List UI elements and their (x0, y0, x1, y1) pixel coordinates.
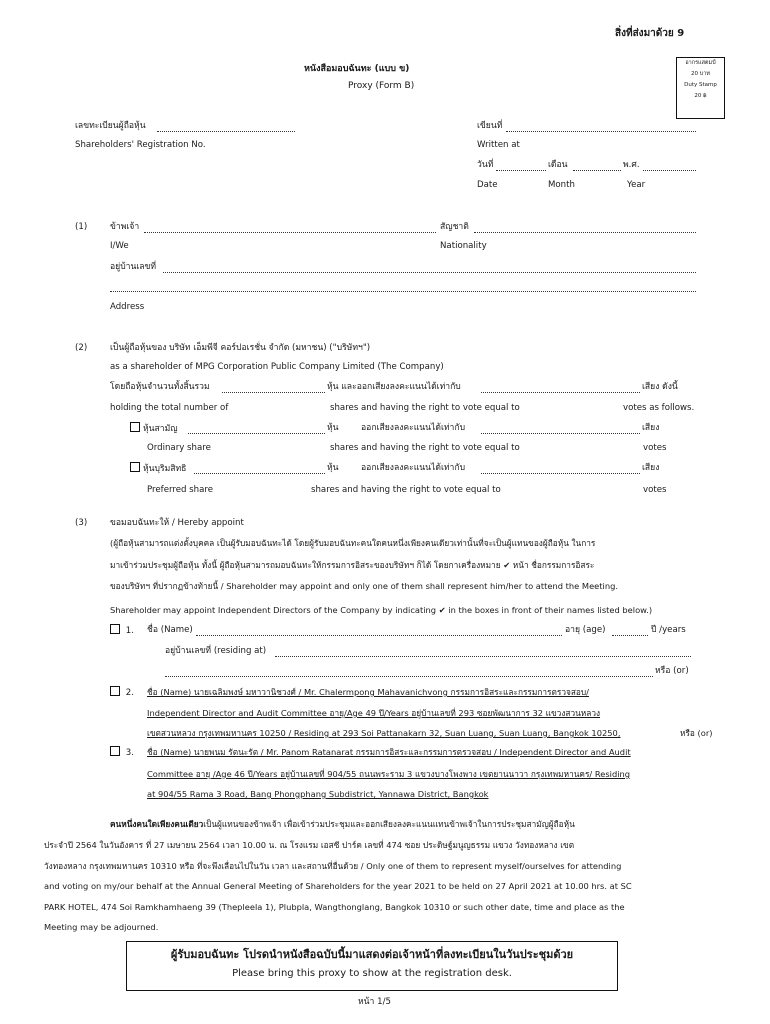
reg-no-label-en: Shareholders' Registration No. (75, 140, 206, 150)
proxy-1-checkbox[interactable] (110, 624, 120, 634)
preferred-share-row (130, 462, 186, 475)
written-at-field[interactable] (506, 120, 696, 132)
preferred-shares-field[interactable] (194, 462, 325, 474)
hereby-appoint: ขอมอบฉันทะให้ / Hereby appoint (110, 518, 244, 528)
month-field[interactable] (573, 159, 621, 171)
total-shares-field[interactable] (222, 381, 325, 393)
total-end-th: เสียง ดังนี้ (642, 382, 678, 392)
option-2-or: หรือ (or) (680, 728, 713, 738)
option-1-age-label: อายุ (age) (565, 625, 606, 635)
option-2-line-3: เขตสวนหลวง กรุงเทพมหานคร 10250 / Residing at 293 Soi Pattanakarn 32, Suan Luang, Suan Luang, Bangkok 10250, (147, 728, 621, 738)
ordinary-votes-unit-en: votes (643, 443, 667, 453)
ordinary-share-row (130, 422, 178, 435)
total-end-en: votes as follows. (623, 403, 695, 413)
ordinary-label-en: Ordinary share (147, 443, 211, 453)
agm-line-1-bold: คนหนึ่งคนใดเพียงคนเดียว (110, 819, 204, 829)
shareholder-of-en: as a shareholder of MPG Corporation Public Company Limited (The Company) (110, 362, 444, 372)
agm-line-2: ประจำปี 2564 ในวันอังคาร ที่ 27 เมษายน 2564 เวลา 10.00 น. ณ โรงแรม เอสซี ปาร์ค เลขที่ 474 ซอย ประดิษฐ์มนูญธรรม แขวง วังทองหลาง เขต (44, 840, 575, 850)
nationality-label-th: สัญชาติ (440, 222, 469, 232)
proxy-option-1 (110, 624, 134, 637)
written-at-label-th: เขียนที่ (477, 121, 503, 131)
instruction-line-3: ของบริษัทฯ ที่ปรากฏข้างท้ายนี้ / Shareholder may appoint and only one of them shall represent him/her to attend the Meeting. (110, 581, 619, 591)
attachment-label: สิ่งที่ส่งมาด้วย 9 (615, 28, 685, 39)
address-field-2[interactable] (110, 280, 696, 292)
name-field[interactable] (144, 221, 436, 233)
shareholder-of-th: เป็นผู้ถือหุ้นของ บริษัท เอ็มพีจี คอร์ปอเรชั่น จำกัด (มหาชน) ("บริษัทฯ") (110, 343, 371, 353)
option-1-age-field[interactable] (612, 624, 648, 636)
agm-line-6: Meeting may be adjourned. (44, 922, 159, 932)
preferred-votes-unit-en: votes (643, 485, 667, 495)
total-votes-label-en: shares and having the right to vote equal to (330, 403, 520, 413)
total-votes-label-th: หุ้น และออกเสียงลงคะแนนได้เท่ากับ (327, 382, 461, 392)
i-we-label-en: I/We (110, 241, 129, 251)
option-2-line-2: Independent Director and Audit Committee อายุ/Age 49 ปี/Years อยู่บ้านเลขที่ 293 ซอยพัฒนาการ 32 แขวงสวนหลวง (147, 708, 601, 718)
proxy-2-checkbox[interactable] (110, 686, 120, 696)
option-1-years-label: ปี /years (651, 625, 686, 635)
date-label-th: วันที่ (477, 160, 494, 170)
proxy-option-3 (110, 746, 134, 759)
stamp-line: 20 บาท (691, 71, 710, 77)
date-field[interactable] (496, 159, 546, 171)
total-votes-field[interactable] (481, 381, 640, 393)
written-at-label-en: Written at (477, 140, 520, 150)
option-1-number: 1. (125, 626, 134, 636)
preferred-votes-field[interactable] (481, 462, 640, 474)
stamp-line: Duty Stamp (684, 82, 717, 88)
preferred-label-th: หุ้นบุริมสิทธิ (143, 464, 187, 474)
reg-no-field[interactable] (157, 120, 295, 132)
section-2-number: (2) (75, 343, 88, 353)
preferred-share-checkbox[interactable] (130, 462, 140, 472)
title-en: Proxy (Form B) (348, 81, 415, 91)
proxy-option-2 (110, 686, 134, 699)
preferred-shares-unit-th: หุ้น (327, 463, 339, 473)
option-1-name-label: ชื่อ (Name) (147, 625, 193, 635)
preferred-votes-unit-th: เสียง (642, 463, 660, 473)
duty-stamp-box (676, 57, 725, 119)
preferred-label-en: Preferred share (147, 485, 213, 495)
option-1-address-label: อยู่บ้านเลขที่ (residing at) (165, 646, 267, 656)
option-2-number: 2. (125, 688, 134, 698)
option-3-line-1: ชื่อ (Name) นายพนม รัตนะรัต / Mr. Panom Ratanarat กรรมการอิสระและกรรมการตรวจสอบ / Independent Director and Audit (147, 747, 631, 757)
option-1-address-field-2[interactable] (165, 665, 653, 677)
stamp-line: อากรแสตมป์ (685, 60, 716, 66)
ordinary-shares-field[interactable] (188, 422, 325, 434)
agm-line-5: PARK HOTEL, 474 Soi Ramkhamhaeng 39 (Thepleela 1), Plubpla, Wangthonglang, Bangkok 10310 or such other date, time and place as the (44, 902, 625, 912)
total-shares-label-en: holding the total number of (110, 403, 229, 413)
nationality-field[interactable] (474, 221, 696, 233)
preferred-vote-label-th: ออกเสียงลงคะแนนได้เท่ากับ (361, 463, 466, 473)
option-1-or: หรือ (or) (655, 666, 689, 676)
month-label-th: เดือน (548, 160, 568, 170)
nationality-label-en: Nationality (440, 241, 487, 251)
ordinary-mid-en: shares and having the right to vote equal to (330, 443, 520, 453)
address-field-1[interactable] (163, 261, 696, 273)
registration-notice-box (126, 941, 618, 991)
preferred-mid-en: shares and having the right to vote equal to (311, 485, 501, 495)
option-1-name-field[interactable] (196, 624, 562, 636)
proxy-3-checkbox[interactable] (110, 746, 120, 756)
agm-line-4: and voting on my/our behalf at the Annual General Meeting of Shareholders for the year 2021 to be held on 27 April 2021 at 10.00 hrs. at SC (44, 881, 632, 891)
option-3-line-2: Committee อายุ /Age 46 ปี/Years อยู่บ้านเลขที่ 904/55 ถนนพระราม 3 แขวงบางโพงพาง เขตยานนาวา กรุงเทพมหานคร/ Residing (147, 769, 631, 779)
notice-th: ผู้รับมอบฉันทะ โปรดนำหนังสือฉบับนี้มาแสดงต่อเจ้าหน้าที่ลงทะเบียนในวันประชุมด้วย (170, 948, 574, 961)
total-shares-label-th: โดยถือหุ้นจำนวนทั้งสิ้นรวม (110, 382, 210, 392)
ordinary-label-th: หุ้นสามัญ (143, 424, 178, 434)
instruction-line-2: มาเข้าร่วมประชุมผู้ถือหุ้น ทั้งนี้ ผู้ถือหุ้นสามารถมอบฉันทะให้กรรมการอิสระของบริษัทฯ ก็ได้ โดยกาเครื่องหมาย ✔ หน้า ชื่อกรรมการอิสระ (110, 560, 595, 570)
page-number: หน้า 1/5 (358, 997, 391, 1007)
section-3-number: (3) (75, 518, 88, 528)
year-label-en: Year (627, 180, 646, 190)
address-label-th: อยู่บ้านเลขที่ (110, 262, 157, 272)
ordinary-votes-field[interactable] (481, 422, 640, 434)
notice-en: Please bring this proxy to show at the registration desk. (232, 968, 512, 979)
option-1-address-field-1[interactable] (275, 645, 691, 657)
instruction-line-1: (ผู้ถือหุ้นสามารถแต่งตั้งบุคคล เป็นผู้รับมอบฉันทะได้ โดยผู้รับมอบฉันทะคนใดคนหนึ่งเพียงคนเดียวเท่านั้นที่จะเป็นผู้แทนของผู้ถือหุ้น ในการ (110, 538, 596, 548)
reg-no-label-th: เลขทะเบียนผู้ถือหุ้น (75, 121, 146, 131)
option-2-line-1: ชื่อ (Name) นายเฉลิมพงษ์ มหาวานิชวงศ์ / Mr. Chalermpong Mahavanichvong กรรมการอิสระและกรรมการตรวจสอบ/ (147, 687, 589, 697)
ordinary-shares-unit-th: หุ้น (327, 423, 339, 433)
year-label-th: พ.ศ. (623, 160, 640, 170)
i-we-label-th: ข้าพเจ้า (110, 222, 140, 232)
ordinary-share-checkbox[interactable] (130, 422, 140, 432)
agm-line-1 (110, 818, 575, 830)
month-label-en: Month (548, 180, 575, 190)
instruction-line-4: Shareholder may appoint Independent Directors of the Company by indicating ✔ in the boxes in front of their names listed below.) (110, 605, 653, 615)
address-label-en: Address (110, 302, 145, 312)
stamp-line: 20 ฿ (694, 93, 707, 99)
option-3-line-3: at 904/55 Rama 3 Road, Bang Phongphang Subdistrict, Yannawa District, Bangkok (147, 789, 489, 799)
agm-line-3: วังทองหลาง กรุงเทพมหานคร 10310 หรือ ที่จะพึงเลื่อนไปในวัน เวลา และสถานที่อื่นด้วย / Only one of them to represent myself/ourselves for attending (44, 861, 622, 871)
date-label-en: Date (477, 180, 498, 190)
section-1-number: (1) (75, 222, 88, 232)
year-field[interactable] (643, 159, 696, 171)
ordinary-votes-unit-th: เสียง (642, 423, 660, 433)
ordinary-vote-label-th: ออกเสียงลงคะแนนได้เท่ากับ (361, 423, 466, 433)
title-th: หนังสือมอบฉันทะ (แบบ ข) (304, 64, 410, 74)
option-3-number: 3. (125, 748, 134, 758)
agm-line-1-rest: เป็นผู้แทนของข้าพเจ้า เพื่อเข้าร่วมประชุมและออกเสียงลงคะแนนแทนข้าพเจ้าในการประชุมสามัญผู้ถือหุ้น (203, 819, 575, 829)
